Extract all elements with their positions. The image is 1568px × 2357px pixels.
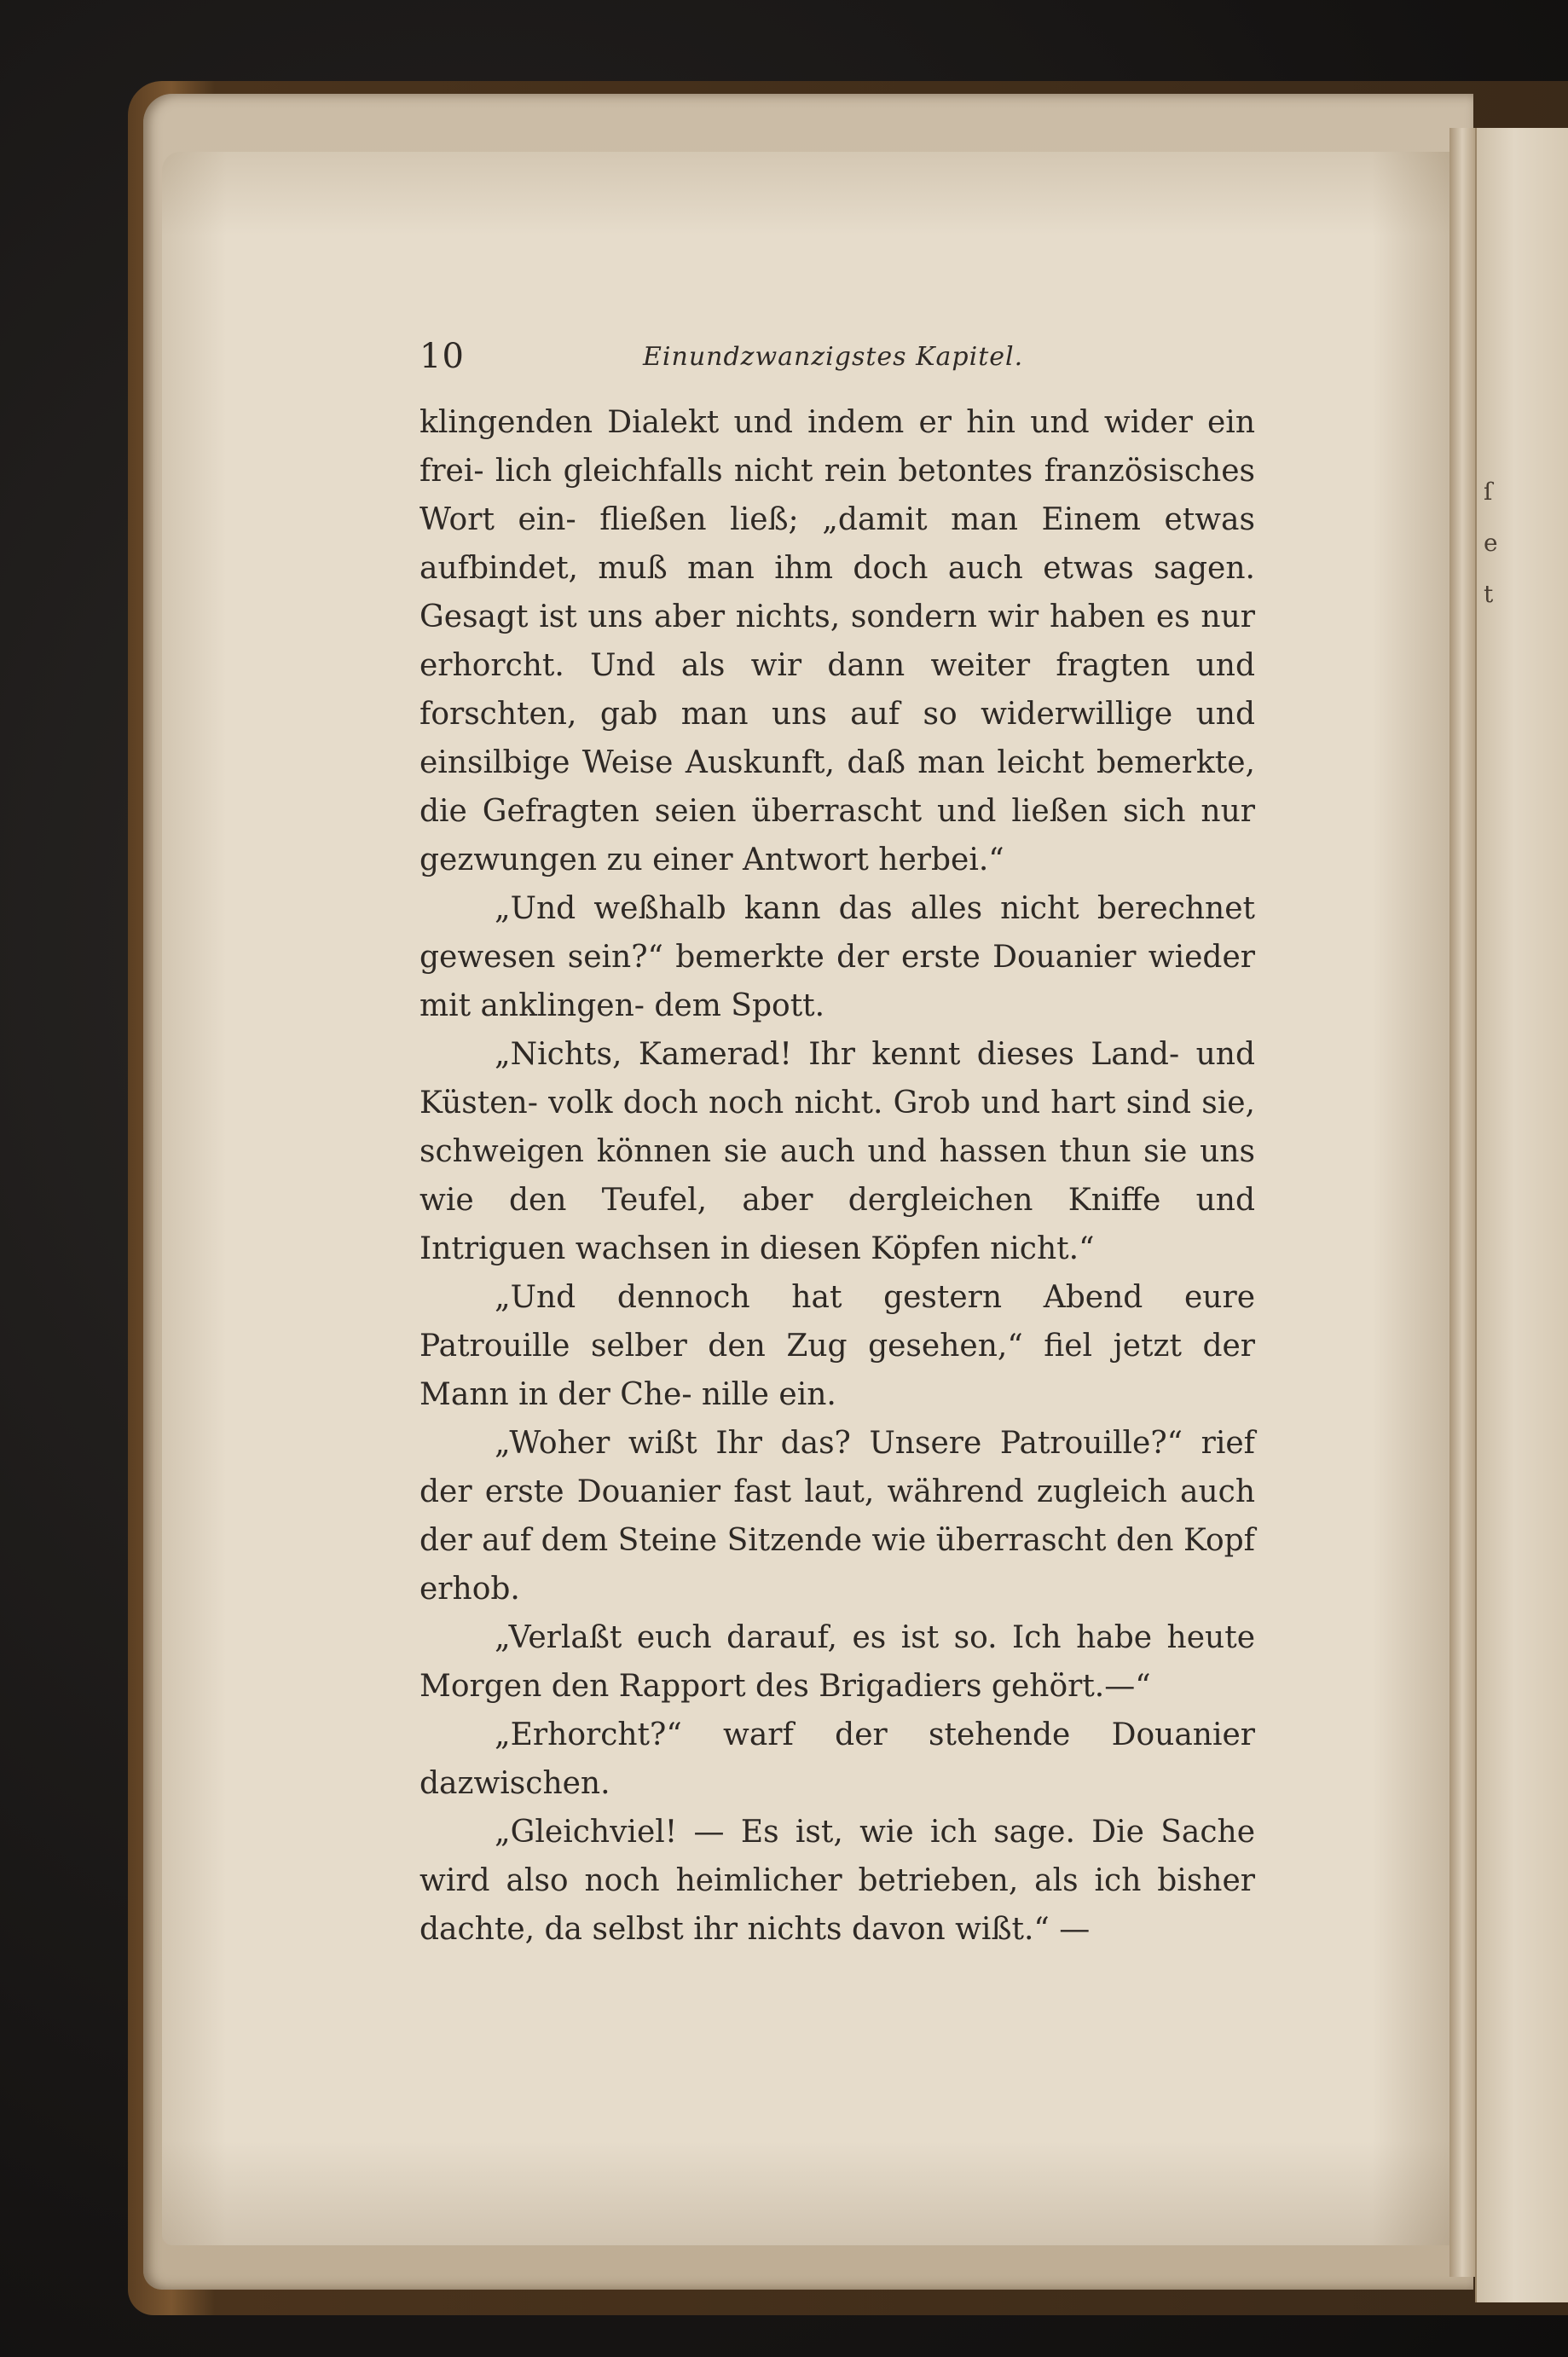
paragraph: „Verlaßt euch darauf, es ist so. Ich habe heute Morgen den Rapport des Brigadiers gehört.—“ — [419, 1620, 1255, 1704]
paragraph: „Erhorcht?“ warf der stehende Douanier dazwischen. — [419, 1717, 1255, 1801]
running-head — [419, 337, 1255, 385]
page-content — [419, 337, 1255, 1954]
facing-page-glyph: e — [1484, 529, 1498, 557]
paragraph: „Nichts, Kamerad! Ihr kennt dieses Land- und Küsten- volk doch noch nicht. Grob und hart sind sie, schweigen können sie auch und hassen thun sie uns wie den Teufel, aber dergleichen Kniffe und Intriguen wachsen in diesen Köpfen nicht.“ — [419, 1037, 1255, 1266]
paragraph: „Und weßhalb kann das alles nicht berechnet gewesen sein?“ bemerkte der erste Douanier wieder mit anklingen- dem Spott. — [419, 891, 1255, 1023]
book-gutter — [1449, 128, 1475, 2277]
paragraph: „Und dennoch hat gestern Abend eure Patrouille selber den Zug gesehen,“ fiel jetzt der Mann in der Che- nille ein. — [419, 1280, 1255, 1412]
paragraph: „Woher wißt Ihr das? Unsere Patrouille?“ rief der erste Douanier fast laut, während zugleich auch der auf dem Steine Sitzende wie überrascht den Kopf erhob. — [419, 1426, 1255, 1607]
body-text — [419, 398, 1255, 1954]
paragraph: klingenden Dialekt und indem er hin und wider ein frei- lich gleichfalls nicht rein betontes französisches Wort ein- fließen ließ; „damit man Einem etwas aufbindet, muß man ihm doch auch etwas sagen. Gesagt ist uns aber nichts, sondern wir haben es nur erhorcht. Und als wir dann weiter fragten und forschten, gab man uns auf so widerwillige und einsilbige Weise Auskunft, daß man leicht bemerkte, die Gefragten seien überrascht und ließen sich nur gezwungen zu einer Antwort herbei.“ — [419, 405, 1255, 877]
paragraph: „Gleichviel! — Es ist, wie ich sage. Die Sache wird also noch heimlicher betrieben, als ich bisher dachte, da selbst ihr nichts davon wißt.“ — — [419, 1815, 1255, 1947]
facing-page-glyph: ſ — [1484, 478, 1493, 506]
facing-page-sliver — [1475, 128, 1568, 2302]
chapter-title: Einundzwanzigstes Kapitel. — [643, 342, 1024, 372]
facing-page-glyph: t — [1484, 580, 1494, 608]
page-number: 10 — [419, 337, 465, 376]
